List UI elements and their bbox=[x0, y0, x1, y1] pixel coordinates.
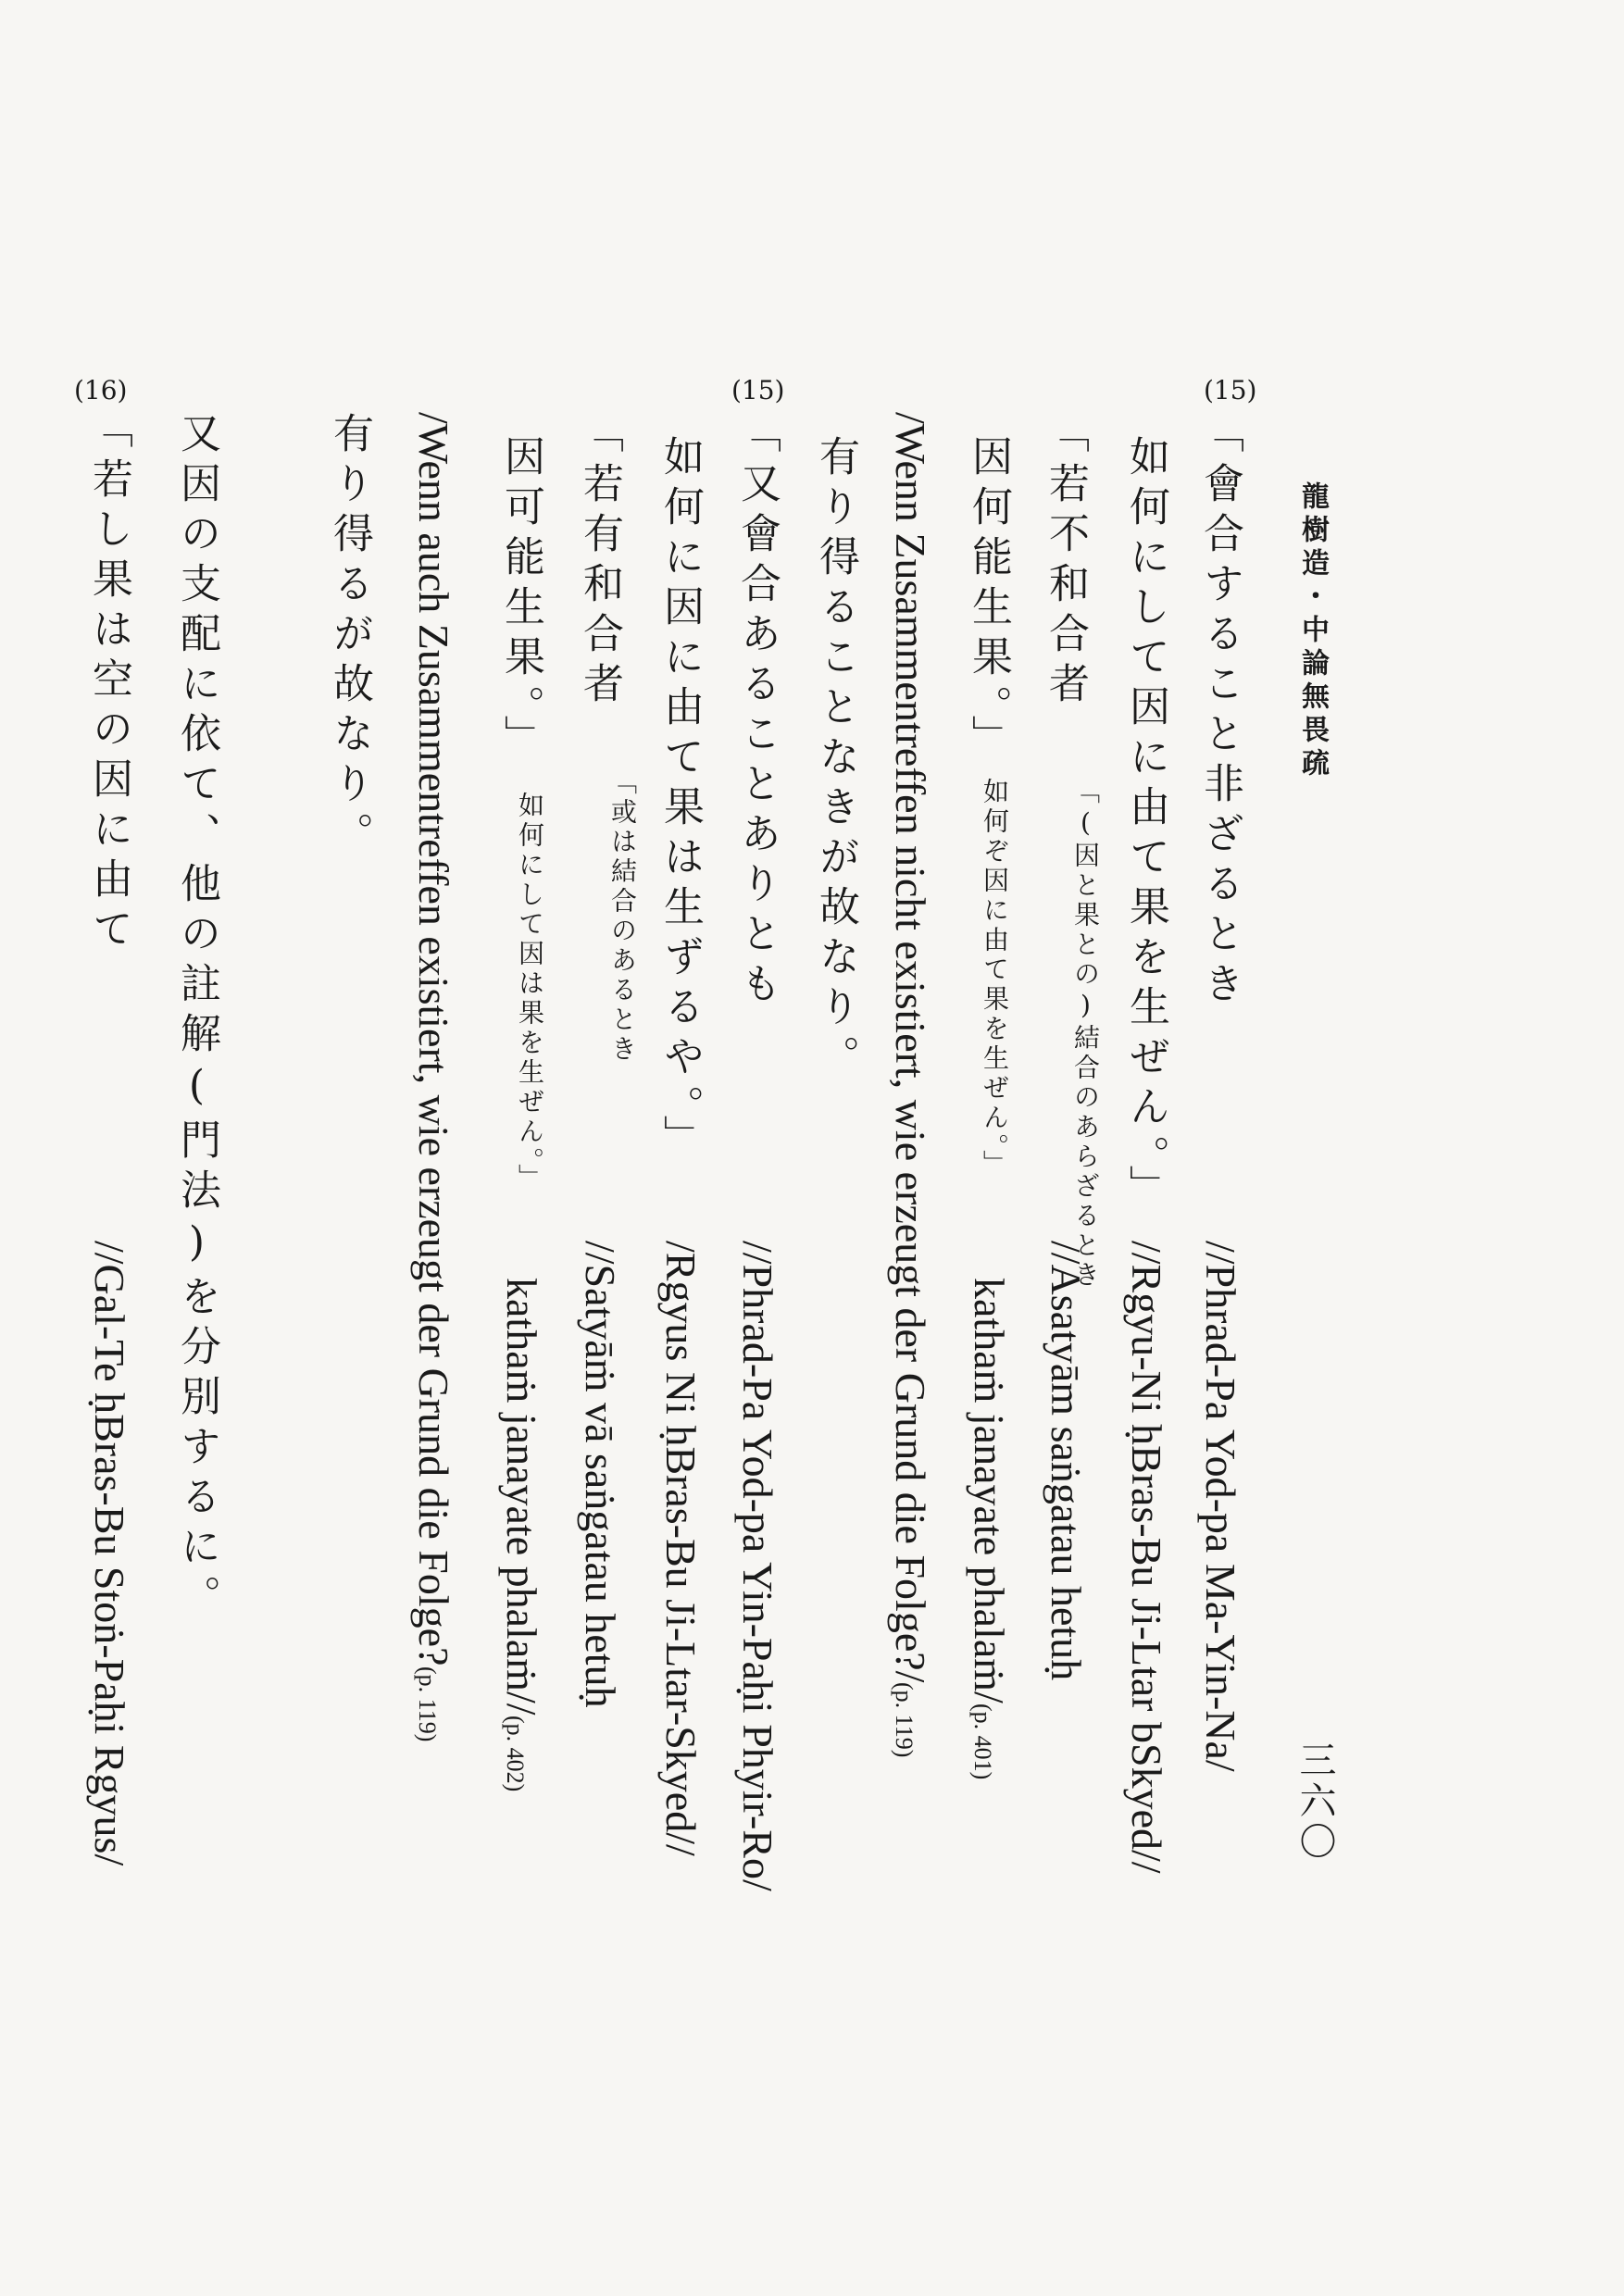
running-title: 龍樹造・中論無畏疏 bbox=[1296, 481, 1329, 781]
verse-line: 「若有和合者 bbox=[576, 412, 623, 712]
german-line bbox=[412, 412, 455, 1741]
german-text: /Wenn auch Zusammentreffen existiert, wie erzeugt der Grund die Folge? bbox=[410, 412, 457, 1666]
note-marker-15b: (15) bbox=[731, 375, 785, 406]
gloss-line: 如何にして因は果を生ぜん。」 bbox=[515, 792, 545, 1193]
verse-line: 有り得るが故なり。 bbox=[326, 412, 373, 862]
sanskrit-text: kathaṁ janayate phalaṁ/ bbox=[966, 1278, 1013, 1703]
tibetan-line: /Rgyus Ni ḥBras-Bu Ji-Ltar-Skyed// bbox=[657, 1241, 705, 1856]
german-line bbox=[887, 412, 934, 1758]
verse-line: 「若し果は空の因に由て bbox=[85, 407, 132, 957]
note-marker-16: (16) bbox=[74, 375, 128, 406]
sanskrit-line: //Asatyām saṅgatau hetuḥ bbox=[1043, 1241, 1090, 1681]
page-number: 三六〇 bbox=[1293, 1741, 1336, 1863]
gloss-line: 「(因と果との)結合のあらざるとき bbox=[1070, 778, 1101, 1291]
page-ref: (p. 119) bbox=[891, 1682, 918, 1758]
sanskrit-line bbox=[500, 1278, 543, 1791]
tibetan-line: //Phrad-Pa Yod-pa Yin-Paḥi Phyir-Ro/ bbox=[734, 1241, 781, 1891]
verse-line: 「會合すること非ざるとき bbox=[1196, 412, 1243, 1012]
verse-line: 「又會合あることありとも bbox=[733, 412, 781, 1012]
tibetan-line: //Rgyu-Ni ḥBras-Bu Ji-Ltar bSkyed// bbox=[1123, 1241, 1170, 1874]
gloss-line: 「或は結合のあるとき bbox=[607, 768, 638, 1065]
verse-line: 有り得ることなきが故なり。 bbox=[812, 435, 859, 1085]
verse-line: 如何にして因に由て果を生ぜん。」 bbox=[1122, 435, 1169, 1215]
verse-line: 因可能生果。」 bbox=[497, 435, 544, 765]
tibetan-line: //Gal-Te ḥBras-Bu Stoṅ-Paḥi Rgyus/ bbox=[86, 1241, 133, 1866]
verse-line: 「若不和合者 bbox=[1042, 412, 1089, 712]
page-ref: (p. 401) bbox=[969, 1703, 996, 1780]
sanskrit-line: //Satyāṁ vā saṅgatau hetuḥ bbox=[577, 1241, 624, 1708]
sanskrit-line bbox=[966, 1278, 1013, 1780]
tibetan-line: //Phrad-Pa Yod-pa Ma-Yin-Na/ bbox=[1197, 1241, 1244, 1772]
gloss-line: 如何ぞ因に由て果を生ぜん。」 bbox=[980, 778, 1010, 1179]
commentary-line: 又因の支配に依て、他の註解(門法)を分別するに。 bbox=[173, 412, 220, 1625]
note-marker-15: (15) bbox=[1204, 375, 1257, 406]
verse-line: 因何能生果。」 bbox=[965, 435, 1012, 765]
page-ref: (p. 402) bbox=[502, 1715, 529, 1791]
sanskrit-text: kathaṁ janayate phalaṁ// bbox=[498, 1278, 545, 1716]
verse-line: 如何に因に由て果は生ずるや。」 bbox=[656, 435, 704, 1165]
german-text: /Wenn Zusammentreffen nicht existiert, wie erzeugt der Grund die Folge?/ bbox=[887, 412, 934, 1683]
page-ref: (p. 119) bbox=[414, 1666, 441, 1741]
